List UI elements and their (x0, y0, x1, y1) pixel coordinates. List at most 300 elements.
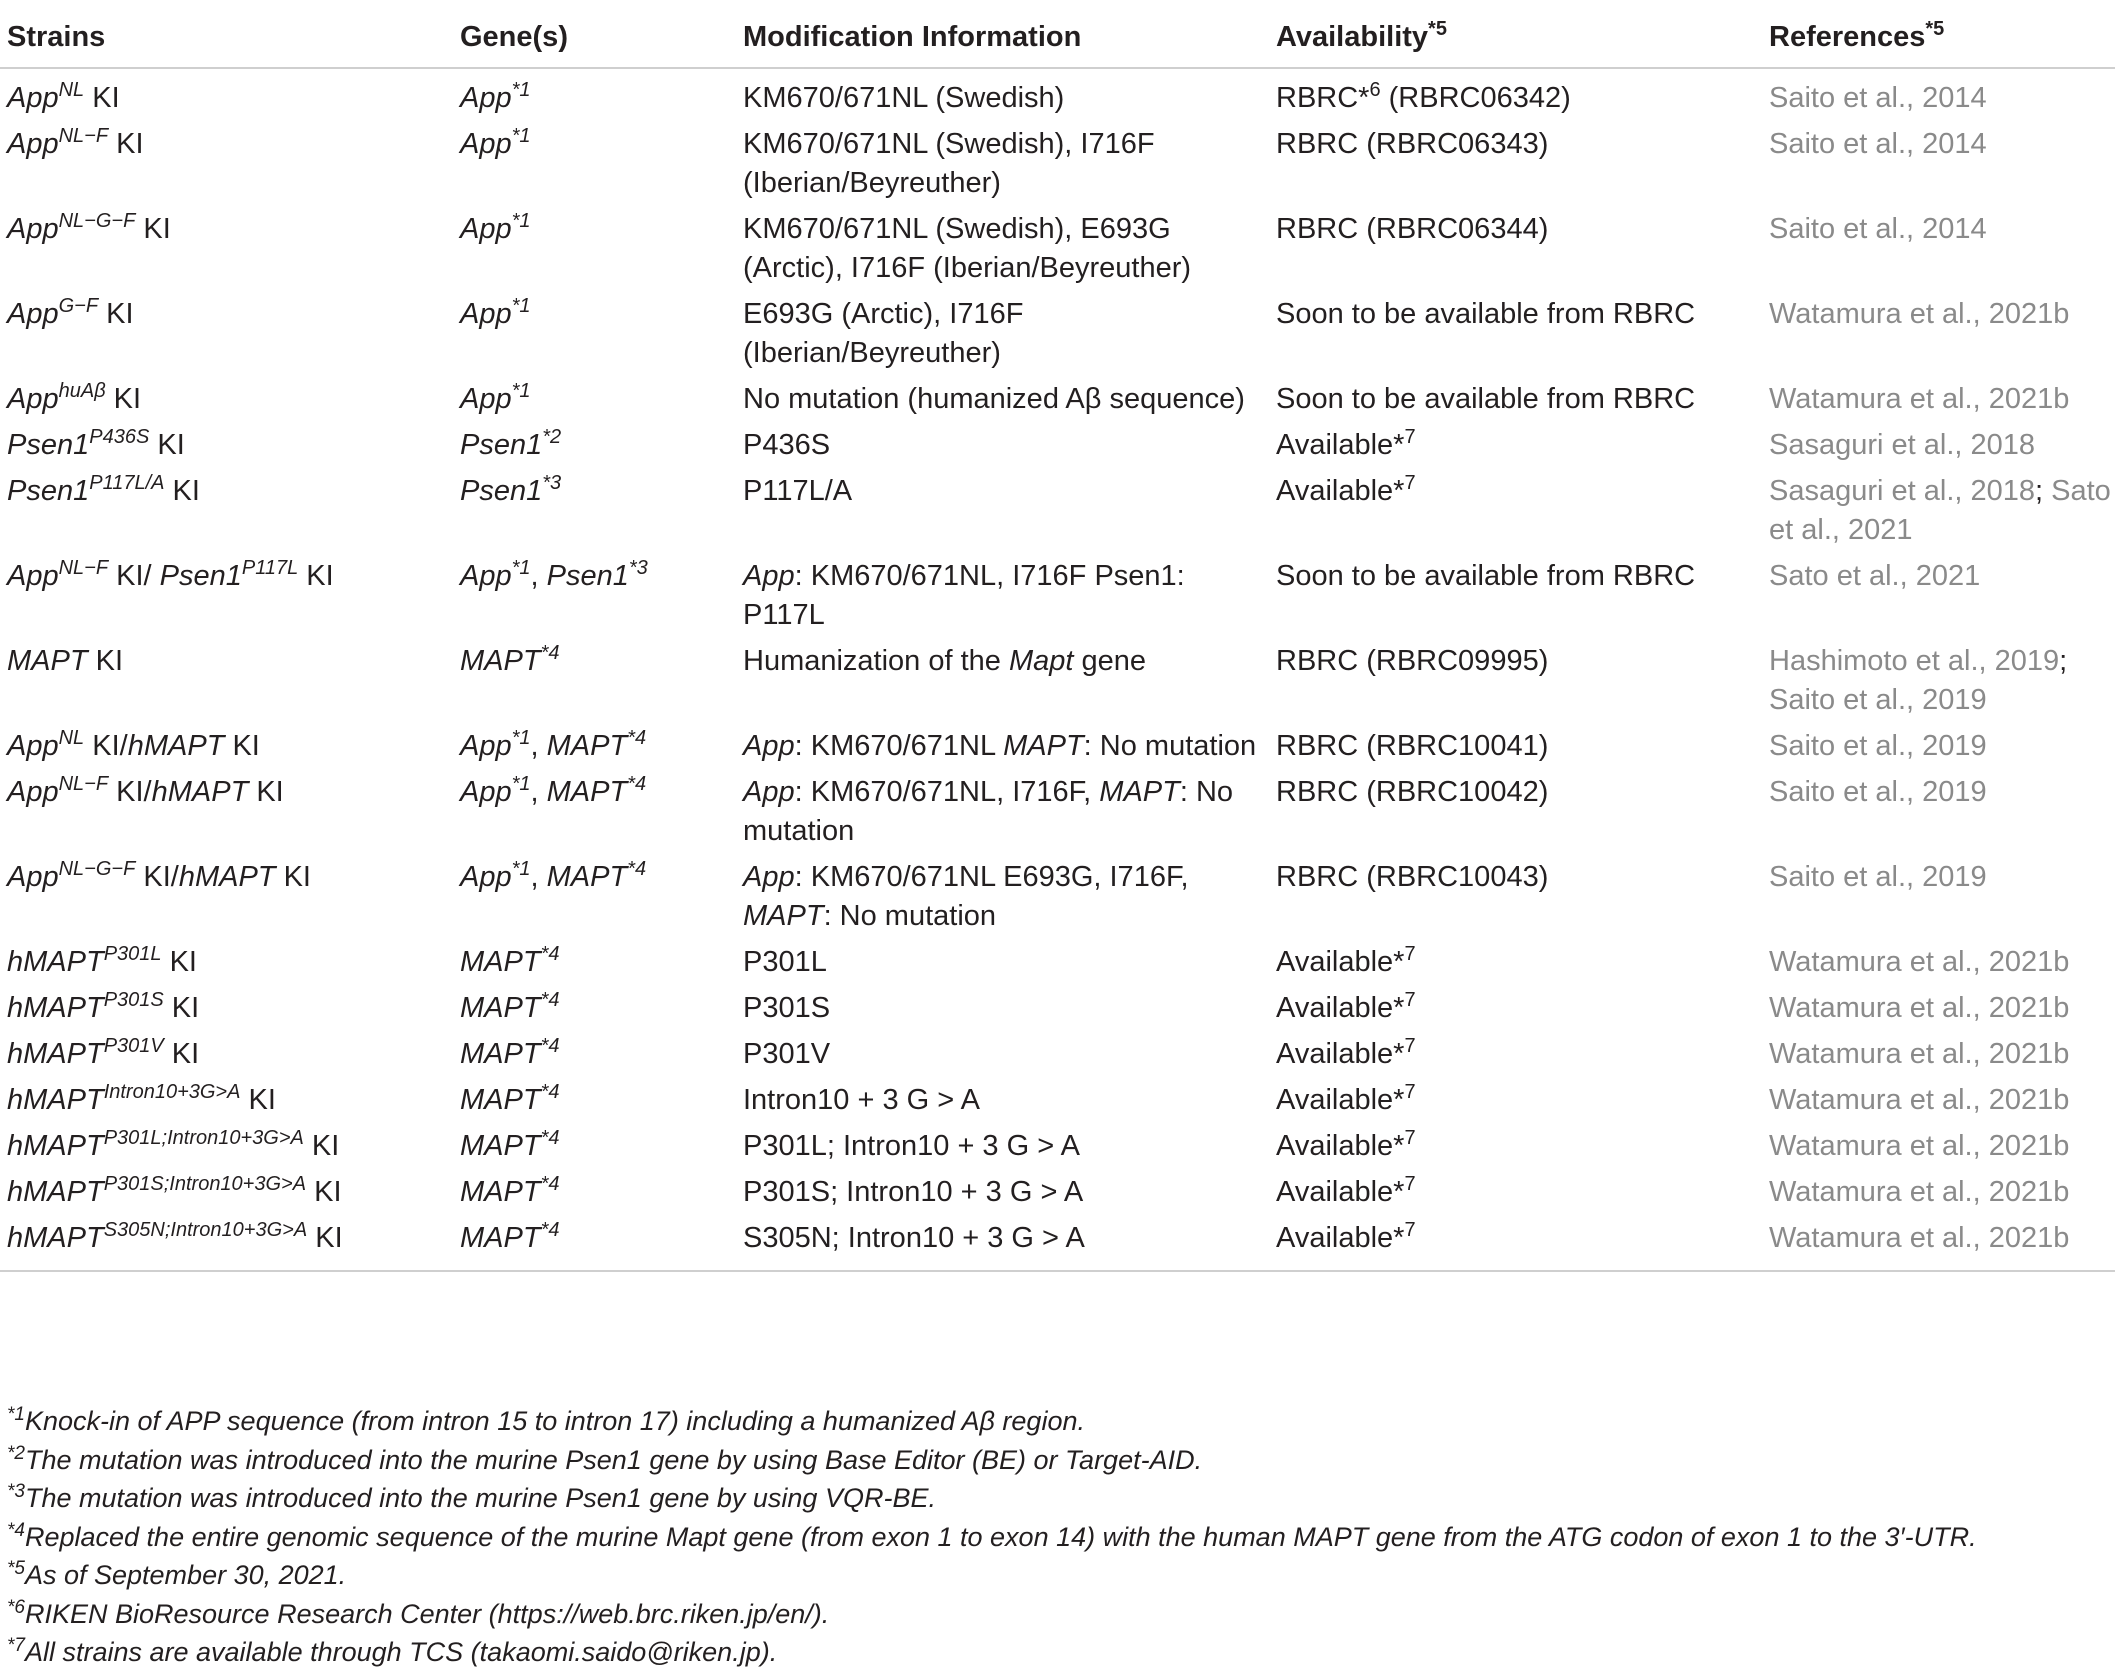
text-segment: MAPT (546, 861, 628, 893)
superscript: *4 (540, 1219, 560, 1241)
reference-link: Saito et al., 2019 (1769, 730, 1987, 762)
availability-cell (1269, 1166, 1762, 1212)
text-segment: KI (163, 992, 200, 1024)
text-segment: MAPT (1099, 776, 1180, 808)
text-segment: KI (135, 213, 171, 245)
text-segment: P117L/A (743, 475, 853, 507)
superscript: P301L;Intron10+3G>A (103, 1127, 304, 1149)
header-references (1762, 10, 2115, 68)
reference-link: Watamura et al., 2021b (1769, 1130, 2070, 1162)
table-row (0, 419, 2115, 465)
text-segment: S305N; Intron10 + 3 G > A (743, 1222, 1085, 1254)
text-segment: RBRC* (1276, 82, 1370, 114)
footnote (7, 1441, 1977, 1480)
footnote (7, 1633, 1977, 1672)
footnote-mark: *5 (7, 1558, 25, 1579)
text-segment: KI (108, 128, 144, 160)
availability-cell (1269, 936, 1762, 982)
text-segment: KM670/671NL (Swedish), I716F (Iberian/Beyreuther) (743, 128, 1155, 199)
superscript: *1 (511, 210, 531, 232)
strain-cell (0, 1212, 453, 1271)
footnote-text: The mutation was introduced into the murine Psen1 gene by using Base Editor (BE) or Target-AID. (24, 1444, 1203, 1475)
modification-cell (736, 1212, 1269, 1271)
superscript: *4 (540, 1173, 560, 1195)
text-segment: App (460, 298, 512, 330)
strain-cell (0, 550, 453, 635)
text-segment: App (460, 82, 512, 114)
text-segment: : KM670/671NL, I716F, (794, 776, 1100, 808)
reference-link: Saito et al., 2014 (1769, 82, 1987, 114)
table-header (0, 10, 2115, 68)
footnote (7, 1556, 1977, 1595)
references-cell (1762, 1166, 2115, 1212)
header-genes-label: Gene(s) (460, 21, 568, 53)
genes-cell (453, 203, 736, 288)
reference-link: Saito et al., 2014 (1769, 128, 1987, 160)
modification-cell (736, 68, 1269, 118)
text-segment: MAPT (460, 1222, 541, 1254)
text-segment: Psen1 (159, 560, 242, 592)
modification-cell (736, 203, 1269, 288)
reference-link: Sato et al., 2021 (1769, 475, 2111, 546)
superscript: *4 (627, 773, 647, 795)
references-cell (1762, 1212, 2115, 1271)
genes-cell (453, 465, 736, 550)
genes-cell (453, 550, 736, 635)
modification-cell (736, 1120, 1269, 1166)
text-segment: App (743, 560, 795, 592)
text-segment: App (7, 213, 59, 245)
superscript: *3 (542, 472, 562, 494)
genes-cell (453, 766, 736, 851)
text-segment: App (7, 776, 59, 808)
text-segment: , (530, 861, 547, 893)
superscript: P301S (103, 989, 164, 1011)
reference-link: Watamura et al., 2021b (1769, 946, 2070, 978)
references-cell (1762, 851, 2115, 936)
table-row (0, 118, 2115, 203)
text-segment: hMAPT (151, 776, 249, 808)
text-segment: Psen1 (460, 429, 543, 461)
text-segment: Soon to be available from RBRC (1276, 298, 1696, 330)
modification-cell (736, 635, 1269, 720)
strain-cell (0, 373, 453, 419)
reference-link: Saito et al., 2014 (1769, 213, 1987, 245)
superscript: 7 (1404, 426, 1416, 448)
availability-cell (1269, 203, 1762, 288)
text-segment: App (7, 861, 59, 893)
availability-cell (1269, 118, 1762, 203)
modification-cell (736, 720, 1269, 766)
genes-cell (453, 1074, 736, 1120)
text-segment: , (530, 560, 547, 592)
text-segment: , (530, 730, 547, 762)
text-segment: ; (2059, 645, 2068, 677)
text-segment: Mapt (1008, 645, 1074, 677)
references-cell (1762, 203, 2115, 288)
superscript: S305N;Intron10+3G>A (103, 1219, 308, 1241)
genes-cell (453, 635, 736, 720)
superscript: *4 (540, 989, 560, 1011)
text-segment: : KM670/671NL E693G, I716F, (794, 861, 1189, 893)
text-segment: App (460, 383, 512, 415)
text-segment: Available* (1276, 1130, 1405, 1162)
text-segment: MAPT (546, 776, 628, 808)
modification-cell (736, 373, 1269, 419)
text-segment: No mutation (humanized Aβ sequence) (743, 383, 1245, 415)
text-segment: : No mutation (823, 900, 997, 932)
reference-link: Saito et al., 2019 (1769, 684, 1987, 716)
text-segment: KI (275, 861, 311, 893)
superscript: *1 (511, 295, 531, 317)
text-segment: RBRC (RBRC10041) (1276, 730, 1549, 762)
table-row (0, 635, 2115, 720)
references-cell (1762, 1074, 2115, 1120)
table-row (0, 766, 2115, 851)
superscript: P301V (103, 1035, 164, 1057)
footnote-mark: *1 (7, 1404, 25, 1425)
text-segment: App (460, 128, 512, 160)
text-segment: hMAPT (7, 1130, 104, 1162)
strain-cell (0, 465, 453, 550)
genes-cell (453, 1028, 736, 1074)
text-segment: P301S (743, 992, 831, 1024)
text-segment: KI (224, 730, 260, 762)
text-segment: App (7, 560, 59, 592)
genes-cell (453, 851, 736, 936)
superscript: P117L/A (89, 472, 165, 494)
genes-cell (453, 1212, 736, 1271)
strain-cell (0, 936, 453, 982)
text-segment: KI (84, 82, 120, 114)
availability-cell (1269, 550, 1762, 635)
text-segment: MAPT (460, 1084, 541, 1116)
text-segment: KI (240, 1084, 276, 1116)
superscript: 7 (1404, 472, 1416, 494)
reference-link: Sasaguri et al., 2018 (1769, 475, 2036, 507)
text-segment: hMAPT (127, 730, 225, 762)
availability-cell (1269, 720, 1762, 766)
availability-cell (1269, 373, 1762, 419)
superscript: *4 (627, 858, 647, 880)
superscript: G−F (58, 295, 99, 317)
references-cell (1762, 766, 2115, 851)
availability-cell (1269, 1212, 1762, 1271)
superscript: NL−F (58, 125, 109, 147)
strain-cell (0, 1028, 453, 1074)
text-segment: KI/ (108, 776, 152, 808)
modification-cell (736, 851, 1269, 936)
genes-cell (453, 1166, 736, 1212)
text-segment: KI (105, 383, 142, 415)
text-segment: hMAPT (7, 1222, 104, 1254)
superscript: P117L (241, 557, 299, 579)
references-cell (1762, 465, 2115, 550)
text-segment: App (7, 383, 59, 415)
text-segment: Available* (1276, 1176, 1405, 1208)
modification-cell (736, 766, 1269, 851)
table-row (0, 1166, 2115, 1212)
text-segment: : No mutation (1083, 730, 1257, 762)
superscript: *1 (511, 557, 531, 579)
text-segment: RBRC (RBRC06343) (1276, 128, 1549, 160)
strain-cell (0, 766, 453, 851)
modification-cell (736, 419, 1269, 465)
superscript: P301S;Intron10+3G>A (103, 1173, 307, 1195)
superscript: NL−F (58, 773, 109, 795)
superscript: *4 (540, 1127, 560, 1149)
header-references-footnote-mark: *5 (1925, 18, 1945, 40)
superscript: 7 (1404, 1127, 1416, 1149)
reference-link: Watamura et al., 2021b (1769, 992, 2070, 1024)
text-segment: Available* (1276, 946, 1405, 978)
text-segment: P301L; Intron10 + 3 G > A (743, 1130, 1080, 1162)
text-segment: App (743, 861, 795, 893)
reference-link: Watamura et al., 2021b (1769, 298, 2070, 330)
text-segment: MAPT (7, 645, 88, 677)
text-segment: : KM670/671NL, I716F Psen1: P117L (743, 560, 1185, 631)
text-segment: MAPT (460, 645, 541, 677)
text-segment: hMAPT (7, 946, 104, 978)
references-cell (1762, 982, 2115, 1028)
footnote (7, 1595, 1977, 1634)
superscript: *4 (540, 1081, 560, 1103)
text-segment: Available* (1276, 1084, 1405, 1116)
text-segment: : KM670/671NL (794, 730, 1004, 762)
availability-cell (1269, 1120, 1762, 1166)
table-row (0, 1120, 2115, 1166)
reference-link: Saito et al., 2019 (1769, 776, 1987, 808)
superscript: NL (58, 727, 85, 749)
footnote-mark: *2 (7, 1442, 25, 1464)
reference-link: Hashimoto et al., 2019 (1769, 645, 2060, 677)
availability-cell (1269, 851, 1762, 936)
text-segment: P436S (743, 429, 831, 461)
reference-link: Sato et al., 2021 (1769, 560, 1981, 592)
modification-cell (736, 1166, 1269, 1212)
references-cell (1762, 1028, 2115, 1074)
footnote-mark: *4 (7, 1519, 25, 1541)
text-segment: MAPT (460, 1038, 541, 1070)
text-segment: Available* (1276, 475, 1405, 507)
text-segment: Psen1 (7, 475, 90, 507)
superscript: 7 (1404, 1219, 1416, 1241)
genes-cell (453, 68, 736, 118)
text-segment: App (7, 730, 59, 762)
superscript: NL−G−F (58, 210, 136, 232)
superscript: *4 (627, 727, 647, 749)
references-cell (1762, 936, 2115, 982)
genes-cell (453, 419, 736, 465)
header-modification (736, 10, 1269, 68)
text-segment: P301S; Intron10 + 3 G > A (743, 1176, 1084, 1208)
superscript: *4 (540, 943, 560, 965)
text-segment: KI (307, 1222, 343, 1254)
genes-cell (453, 720, 736, 766)
superscript: *1 (511, 380, 531, 402)
table-row (0, 1028, 2115, 1074)
superscript: NL−G−F (58, 858, 136, 880)
text-segment: Psen1 (460, 475, 543, 507)
modification-cell (736, 118, 1269, 203)
superscript: *1 (511, 727, 531, 749)
strain-cell (0, 1074, 453, 1120)
modification-cell (736, 465, 1269, 550)
strains-table (0, 10, 2115, 1272)
text-segment: hMAPT (7, 1176, 104, 1208)
strain-cell (0, 419, 453, 465)
superscript: *4 (540, 1035, 560, 1057)
text-segment: P301L (743, 946, 827, 978)
strain-cell (0, 1166, 453, 1212)
text-segment: Soon to be available from RBRC (1276, 383, 1696, 415)
text-segment: (RBRC06342) (1380, 82, 1571, 114)
superscript: *3 (628, 557, 648, 579)
text-segment: KI/ (84, 730, 128, 762)
references-cell (1762, 288, 2115, 373)
text-segment: Available* (1276, 1038, 1405, 1070)
footnote-text: All strains are available through TCS (takaomi.saido@riken.jp). (24, 1637, 778, 1667)
strain-cell (0, 635, 453, 720)
availability-cell (1269, 288, 1762, 373)
superscript: P301L (103, 943, 162, 965)
text-segment: , (530, 776, 547, 808)
strain-cell (0, 851, 453, 936)
text-segment: App (7, 82, 59, 114)
strain-cell (0, 1120, 453, 1166)
text-segment: Psen1 (7, 429, 90, 461)
text-segment: MAPT (460, 992, 541, 1024)
superscript: P436S (89, 426, 150, 448)
footnote (7, 1402, 1977, 1441)
text-segment: App (460, 560, 512, 592)
text-segment: Intron10 + 3 G > A (743, 1084, 980, 1116)
text-segment: Available* (1276, 992, 1405, 1024)
modification-cell (736, 982, 1269, 1028)
text-segment: KI (248, 776, 284, 808)
text-segment: RBRC (RBRC10042) (1276, 776, 1549, 808)
reference-link: Saito et al., 2019 (1769, 861, 1987, 893)
availability-cell (1269, 635, 1762, 720)
strain-cell (0, 203, 453, 288)
text-segment: RBRC (RBRC10043) (1276, 861, 1549, 893)
footnote (7, 1518, 1977, 1557)
footnote-text: As of September 30, 2021. (24, 1560, 347, 1590)
text-segment: KI (163, 1038, 200, 1070)
modification-cell (736, 1074, 1269, 1120)
text-segment: Humanization of the (743, 645, 1009, 677)
text-segment: MAPT (460, 1130, 541, 1162)
table-row (0, 851, 2115, 936)
header-strains-label: Strains (7, 21, 106, 53)
table-row (0, 550, 2115, 635)
genes-cell (453, 373, 736, 419)
table-row (0, 373, 2115, 419)
availability-cell (1269, 465, 1762, 550)
footnote-mark: *3 (7, 1481, 25, 1502)
genes-cell (453, 1120, 736, 1166)
availability-cell (1269, 1028, 1762, 1074)
availability-cell (1269, 419, 1762, 465)
strain-cell (0, 118, 453, 203)
modification-cell (736, 936, 1269, 982)
text-segment: Available* (1276, 429, 1405, 461)
table-row (0, 982, 2115, 1028)
superscript: 6 (1369, 79, 1381, 101)
footnote-text: The mutation was introduced into the murine Psen1 gene by using VQR-BE. (24, 1483, 936, 1513)
superscript: Intron10+3G>A (103, 1081, 241, 1103)
text-segment: RBRC (RBRC06344) (1276, 213, 1549, 245)
table-row (0, 1212, 2115, 1271)
availability-cell (1269, 766, 1762, 851)
text-segment: hMAPT (7, 992, 104, 1024)
text-segment: gene (1073, 645, 1147, 677)
superscript: *4 (540, 642, 560, 664)
genes-cell (453, 936, 736, 982)
reference-link: Sasaguri et al., 2018 (1769, 429, 2036, 461)
reference-link: Watamura et al., 2021b (1769, 1038, 2070, 1070)
table-body (0, 68, 2115, 1271)
text-segment: KI (298, 560, 334, 592)
table-row (0, 203, 2115, 288)
text-segment: App (7, 298, 59, 330)
text-segment: P301V (743, 1038, 831, 1070)
text-segment: Soon to be available from RBRC (1276, 560, 1696, 592)
text-segment: MAPT (743, 900, 824, 932)
table-row (0, 465, 2115, 550)
text-segment: KM670/671NL (Swedish) (743, 82, 1065, 114)
superscript: huAβ (58, 380, 106, 402)
table-row (0, 288, 2115, 373)
header-references-label: References (1769, 21, 1926, 53)
genes-cell (453, 288, 736, 373)
modification-cell (736, 1028, 1269, 1074)
references-cell (1762, 118, 2115, 203)
reference-link: Watamura et al., 2021b (1769, 1084, 2070, 1116)
footnote-mark: *6 (7, 1596, 25, 1618)
text-segment: MAPT (546, 730, 628, 762)
table-row (0, 68, 2115, 118)
header-availability (1269, 10, 1762, 68)
superscript: 7 (1404, 943, 1416, 965)
superscript: *1 (511, 79, 531, 101)
references-cell (1762, 1120, 2115, 1166)
text-segment: KI (87, 645, 124, 677)
header-availability-label: Availability (1276, 21, 1429, 53)
text-segment: App (460, 776, 512, 808)
availability-cell (1269, 68, 1762, 118)
superscript: NL−F (58, 557, 109, 579)
footnote (7, 1479, 1977, 1518)
references-cell (1762, 635, 2115, 720)
text-segment: hMAPT (7, 1084, 104, 1116)
references-cell (1762, 68, 2115, 118)
superscript: *1 (511, 858, 531, 880)
text-segment: KI/ (135, 861, 179, 893)
genes-cell (453, 982, 736, 1028)
strain-cell (0, 982, 453, 1028)
footnote-text: RIKEN BioResource Research Center (https://web.brc.riken.jp/en/). (24, 1598, 830, 1629)
strain-cell (0, 288, 453, 373)
table-row (0, 936, 2115, 982)
superscript: 7 (1404, 989, 1416, 1011)
text-segment: KI (149, 429, 185, 461)
text-segment: KI (161, 946, 197, 978)
references-cell (1762, 720, 2115, 766)
text-segment: KI (303, 1130, 340, 1162)
reference-link: Watamura et al., 2021b (1769, 1176, 2070, 1208)
superscript: 7 (1404, 1081, 1416, 1103)
